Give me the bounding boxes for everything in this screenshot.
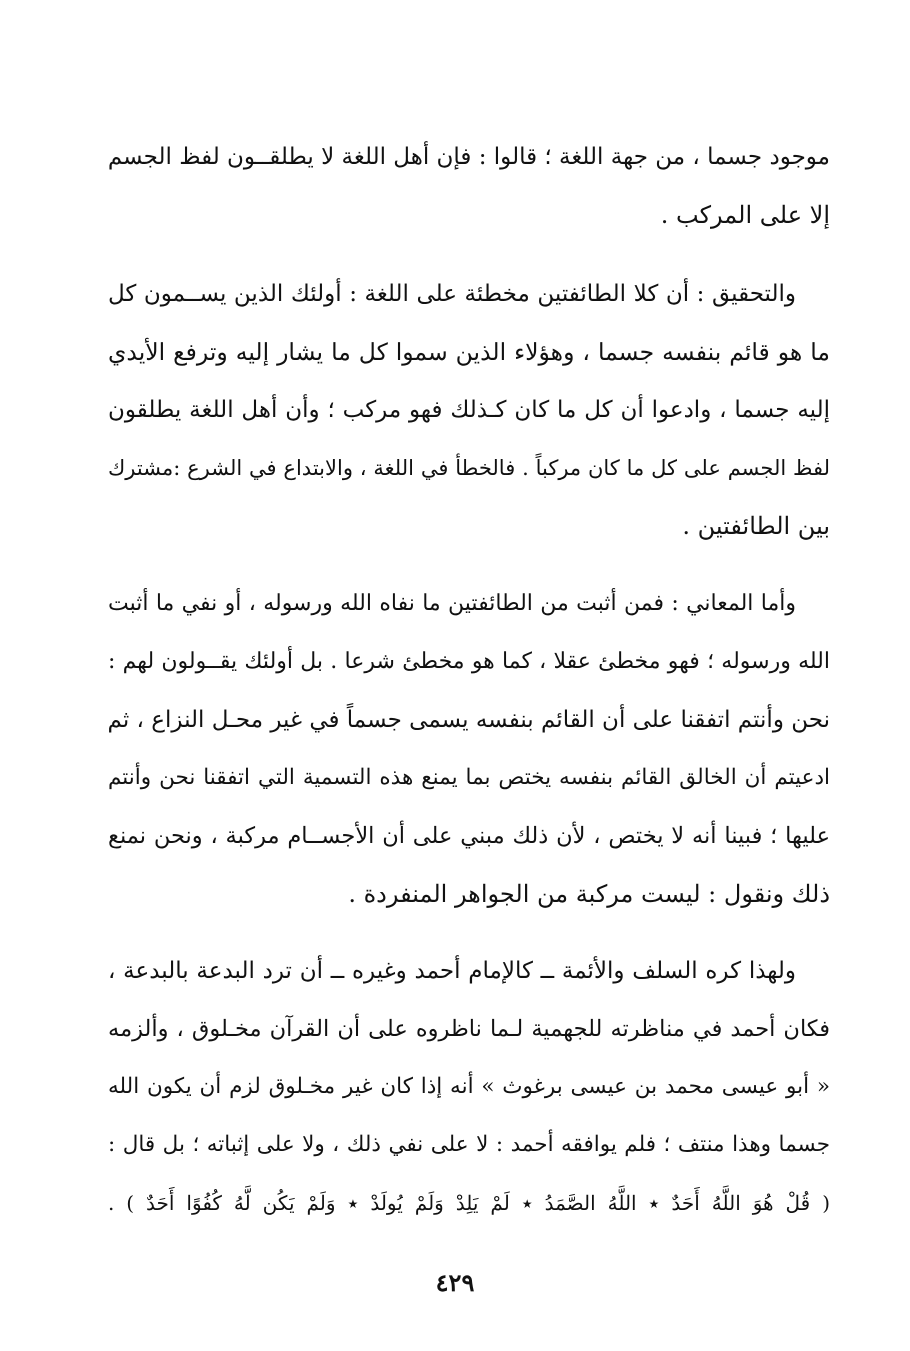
text-line: عليها ؛ فبينا أنه لا يختص ، لأن ذلك مبني على أن الأجســام مركبة ، ونحن نمنع bbox=[108, 823, 830, 849]
text-line: موجود جسما ، من جهة اللغة ؛ قالوا : فإن أهل اللغة لا يطلقــون لفظ الجسم bbox=[107, 144, 830, 170]
quran-verse-line: ( قُلْ هُوَ اللَّهُ أَحَدٌ ٭ اللَّهُ الصَّمَدُ ٭ لَمْ يَلِدْ وَلَمْ يُولَدْ ٭ وَلَمْ يَكُن لَّهُ كُفُوًا أَحَدٌ ) . bbox=[108, 1191, 830, 1215]
text-line: ما هو قائم بنفسه جسما ، وهؤلاء الذين سموا كل ما يشار إليه وترفع الأيدي bbox=[108, 338, 830, 366]
text-line: إليه جسما ، وادعوا أن كل ما كان كـذلك فهو مركب ؛ وأن أهل اللغة يطلقون bbox=[108, 397, 830, 423]
text-line: « أبو عيسى محمد بن عيسى برغوث » أنه إذا كان غير مخـلوق لزم أن يكون الله bbox=[108, 1074, 830, 1099]
text-line: ادعيتم أن الخالق القائم بنفسه يختص بما يمنع هذه التسمية التي اتفقنا نحن وأنتم bbox=[108, 765, 830, 790]
text-line: وأما المعاني : فمن أثبت من الطائفتين ما نفاه الله ورسوله ، أو نفي ما أثبت bbox=[108, 591, 796, 616]
text-line: جسما وهذا منتف ؛ فلم يوافقه أحمد : لا على نفي ذلك ، ولا على إثباته ؛ بل قال : bbox=[108, 1132, 830, 1157]
text-line: الله ورسوله ؛ فهو مخطئ عقلا ، كما هو مخطئ شرعا . بل أولئك يقــولون لهم : bbox=[108, 649, 830, 674]
page-number: ٤٢٩ bbox=[435, 1268, 475, 1297]
text-line: ذلك ونقول : ليست مركبة من الجواهر المنفردة . bbox=[348, 880, 830, 908]
text-line: بين الطائفتين . bbox=[682, 512, 830, 540]
paragraph-2 bbox=[108, 265, 830, 555]
paragraph-1 bbox=[108, 128, 830, 244]
paragraph-3 bbox=[108, 575, 830, 923]
text-line: والتحقيق : أن كلا الطائفتين مخطئة على اللغة : أولئك الذين يســمون كل bbox=[108, 281, 796, 307]
text-line: نحن وأنتم اتفقنا على أن القائم بنفسه يسمى جسماً في غير محـل النزاع ، ثم bbox=[107, 707, 830, 733]
text-line: لفظ الجسم على كل ما كان مركباً . فالخطأ في اللغة ، والابتداع في الشرع :مشترك bbox=[108, 456, 830, 480]
text-line: ولهذا كره السلف والأئمة ــ كالإمام أحمد وغيره ــ أن ترد البدعة بالبدعة ، bbox=[108, 958, 796, 984]
text-line: إلا على المركب . bbox=[660, 201, 830, 229]
text-line: فكان أحمد في مناظرته للجهمية لـما ناظروه على أن القرآن مخـلوق ، وألزمه bbox=[108, 1016, 830, 1042]
paragraph-4 bbox=[108, 942, 830, 1232]
